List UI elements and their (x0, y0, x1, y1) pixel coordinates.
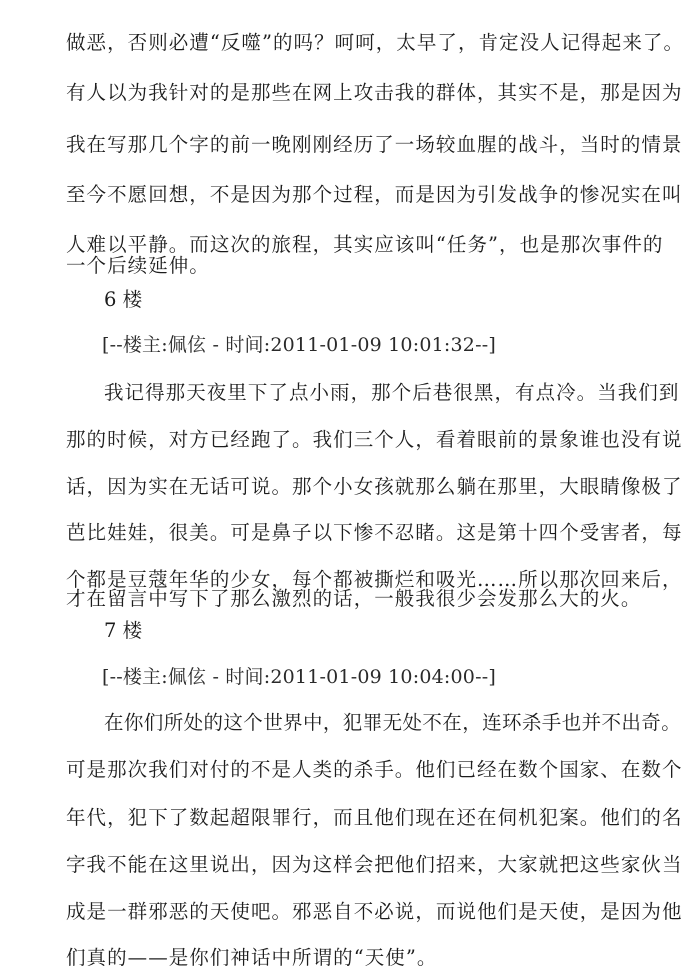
floor-label: 6 楼 (104, 288, 143, 311)
text-line: 年代，犯下了数起超限罪行，而且他们现在还在伺机犯案。他们的名 (66, 806, 683, 829)
text-line: 那的时候，对方已经跑了。我们三个人，看着眼前的景象谁也没有说 (66, 428, 683, 451)
text-line: 一个后续延伸。 (66, 254, 210, 277)
post-meta: [--楼主:佩伭 - 时间:2011-01-09 10:01:32--] (102, 334, 496, 356)
text-line: 才在留言中写下了那么激烈的话，一般我很少会发那么大的火。 (66, 587, 642, 610)
floor-label: 7 楼 (104, 619, 143, 642)
text-line: 成是一群邪恶的天使吧。邪恶自不必说，而说他们是天使，是因为他 (66, 900, 683, 923)
post-meta: [--楼主:佩伭 - 时间:2011-01-09 10:04:00--] (102, 666, 496, 688)
text-line: 芭比娃娃，很美。可是鼻子以下惨不忍睹。这是第十四个受害者，每 (66, 521, 683, 544)
text-line: 我记得那天夜里下了点小雨，那个后巷很黑，有点冷。当我们到 (104, 381, 680, 404)
text-line: 字我不能在这里说出，因为这样会把他们招来，大家就把这些家伙当 (66, 853, 683, 876)
text-line: 可是那次我们对付的不是人类的杀手。他们已经在数个国家、在数个 (66, 758, 683, 781)
text-line: 至今不愿回想，不是因为那个过程，而是因为引发战争的惨况实在叫 (66, 183, 683, 206)
text-line: 做恶，否则必遭“反噬”的吗？呵呵，太早了，肯定没人记得起来了。 (66, 31, 684, 54)
text-line: 个都是豆蔻年华的少女，每个都被撕烂和吸光……所以那次回来后， (66, 568, 683, 591)
text-line: 人难以平静。而这次的旅程，其实应该叫“任务”，也是那次事件的 (66, 233, 664, 256)
text-line: 们真的——是你们神话中所谓的“天使”。 (66, 946, 438, 969)
text-line: 话，因为实在无话可说。那个小女孩就那么躺在那里，大眼睛像极了 (66, 475, 683, 498)
text-line: 我在写那几个字的前一晚刚刚经历了一场较血腥的战斗，当时的情景 (66, 133, 683, 156)
text-line: 有人以为我针对的是那些在网上攻击我的群体，其实不是，那是因为 (66, 81, 683, 104)
text-line: 在你们所处的这个世界中，犯罪无处不在，连环杀手也并不出奇。 (104, 711, 682, 734)
